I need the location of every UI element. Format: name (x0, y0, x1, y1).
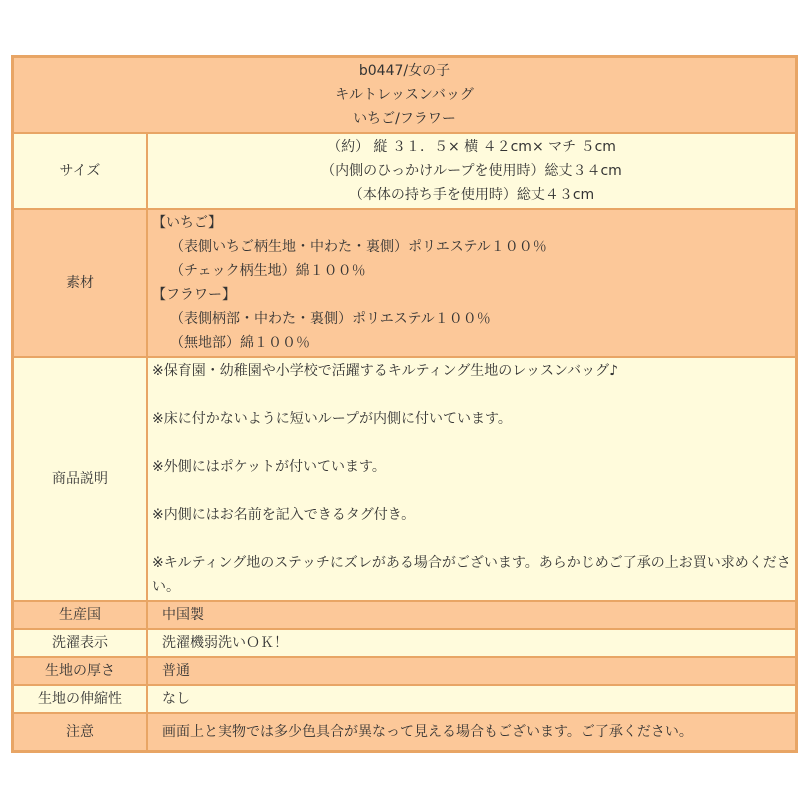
origin-label: 生産国 (13, 601, 148, 629)
product-code: b0447/女の子 (358, 63, 451, 79)
spec-row (13, 713, 797, 752)
material-line: （チェック柄生地）綿１００％ (170, 263, 366, 279)
thickness-value: 普通 (147, 657, 797, 685)
material-line: 【フラワー】 (152, 287, 236, 303)
header-row (13, 57, 797, 134)
size-value (147, 133, 797, 209)
material-line: （無地部）綿１００％ (170, 335, 310, 351)
size-row (13, 133, 797, 209)
stretch-label: 生地の伸縮性 (13, 685, 148, 713)
product-title (13, 57, 797, 134)
description-line: ※床に付かないように短いループが内側に付いています。 (152, 411, 512, 427)
washing-label: 洗濯表示 (13, 629, 148, 657)
spec-row (13, 601, 797, 629)
size-line: （本体の持ち手を使用時）総丈４３cm (348, 187, 595, 203)
spec-row (13, 629, 797, 657)
description-row (13, 357, 797, 601)
description-value (147, 357, 797, 601)
description-line: ※保育園・幼稚園や小学校で活躍するキルティング生地のレッスンバッグ♪ (152, 363, 619, 379)
material-value (147, 209, 797, 357)
product-spec-table (11, 55, 798, 753)
thickness-label: 生地の厚さ (13, 657, 148, 685)
washing-value: 洗濯機弱洗いＯＫ！ (147, 629, 797, 657)
material-line: 【いちご】 (152, 215, 222, 231)
product-variants: いちご/フラワー (353, 111, 456, 127)
size-line: （約） 縦 ３１．５× 横 ４２cm× マチ ５cm (327, 139, 616, 155)
description-line: ※内側にはお名前を記入できるタグ付き。 (152, 507, 416, 523)
description-label: 商品説明 (13, 357, 148, 601)
description-line: ※外側にはポケットが付いています。 (152, 459, 386, 475)
stretch-value: なし (147, 685, 797, 713)
product-name: キルトレッスンバッグ (335, 87, 474, 103)
material-line: （表側いちご柄生地・中わた・裏側）ポリエステル１００％ (170, 239, 547, 255)
material-label: 素材 (13, 209, 148, 357)
origin-value: 中国製 (147, 601, 797, 629)
spec-row (13, 657, 797, 685)
spec-row (13, 685, 797, 713)
notice-value: 画面上と実物では多少色具合が異なって見える場合もございます。ご了承ください。 (147, 713, 797, 752)
size-line: （内側のひっかけループを使用時）総丈３４cm (321, 163, 622, 179)
material-line: （表側柄部・中わた・裏側）ポリエステル１００％ (170, 311, 491, 327)
material-row (13, 209, 797, 357)
size-label: サイズ (13, 133, 148, 209)
notice-label: 注意 (13, 713, 148, 752)
description-line: ※キルティング地のステッチにズレがある場合がございます。あらかじめご了承の上お買い求めください。 (152, 555, 791, 595)
